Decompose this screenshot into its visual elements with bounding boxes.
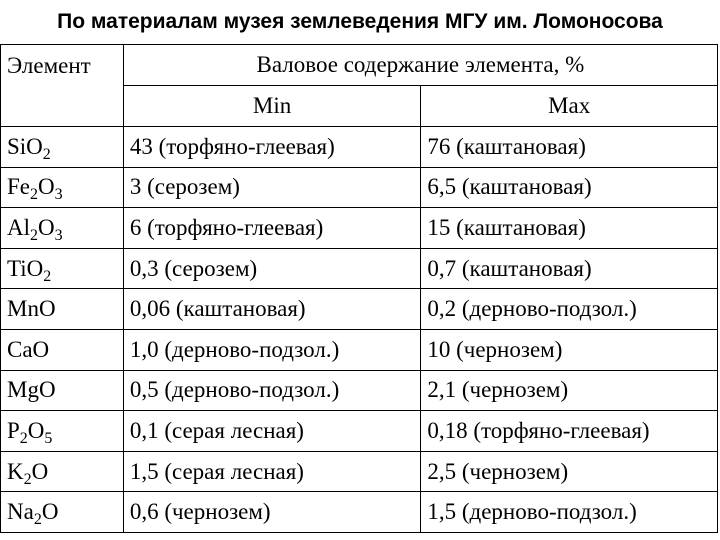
formula-subscript: 2 [30, 186, 38, 204]
element-formula [1, 492, 124, 533]
min-value: 6 (торфяно-глеевая) [123, 208, 421, 249]
formula-part: P [7, 417, 20, 443]
table-row [1, 411, 718, 452]
formula-part: O [41, 499, 59, 525]
max-value: 0,18 (торфяно-глеевая) [421, 411, 718, 452]
element-formula [1, 167, 124, 208]
formula-part: Na [7, 499, 34, 525]
formula-subscript: 3 [54, 226, 63, 244]
formula-subscript: 3 [54, 186, 63, 204]
formula-subscript: 2 [42, 145, 51, 163]
min-value: 43 (торфяно-глеевая) [123, 127, 421, 168]
table-row [1, 248, 718, 289]
table-row [1, 451, 718, 492]
formula-part: MnO [7, 296, 56, 322]
table-row [1, 370, 718, 411]
formula-part: SiO [7, 133, 43, 159]
element-content-table [0, 44, 718, 533]
table-row [1, 208, 718, 249]
formula-subscript: 2 [30, 226, 38, 244]
header-total-content: Валовое содержание элемента, % [123, 45, 717, 86]
max-value: 2,1 (чернозем) [421, 370, 718, 411]
formula-subscript: 5 [44, 429, 53, 447]
max-value: 0,2 (дерново-подзол.) [421, 289, 718, 330]
min-value: 1,5 (серая лесная) [123, 451, 421, 492]
max-value: 0,7 (каштановая) [421, 248, 718, 289]
min-value: 0,1 (серая лесная) [123, 411, 421, 452]
formula-subscript: 2 [23, 470, 32, 488]
header-max: Max [421, 86, 718, 127]
formula-part: O [31, 458, 49, 484]
element-formula [1, 451, 124, 492]
formula-subscript: 2 [33, 511, 42, 529]
max-value: 1,5 (дерново-подзол.) [421, 492, 718, 533]
max-value: 10 (чернозем) [421, 329, 718, 370]
max-value: 2,5 (чернозем) [421, 451, 718, 492]
element-formula [1, 208, 124, 249]
min-value: 3 (серозем) [123, 167, 421, 208]
element-formula [1, 329, 124, 370]
table-header-row [1, 45, 718, 86]
formula-part: TiO [7, 255, 44, 281]
formula-subscript: 2 [19, 429, 28, 447]
table-row [1, 289, 718, 330]
formula-subscript: 2 [43, 267, 52, 285]
header-min: Min [123, 86, 421, 127]
max-value: 15 (каштановая) [421, 208, 718, 249]
element-formula [1, 127, 124, 168]
table-row [1, 329, 718, 370]
table-row [1, 167, 718, 208]
max-value: 6,5 (каштановая) [421, 167, 718, 208]
element-formula [1, 411, 124, 452]
formula-part: K [7, 458, 24, 484]
formula-part: O [38, 174, 55, 200]
page-title: По материалам музея землеведения МГУ им. Ломоносова [57, 10, 663, 33]
formula-part: CaO [7, 336, 50, 362]
header-element: Элемент [1, 45, 124, 127]
min-value: 0,6 (чернозем) [123, 492, 421, 533]
formula-part: O [27, 417, 45, 443]
max-value: 76 (каштановая) [421, 127, 718, 168]
table-row [1, 492, 718, 533]
formula-part: O [38, 214, 55, 240]
formula-part: Fe [7, 174, 30, 200]
element-formula [1, 370, 124, 411]
min-value: 0,3 (серозем) [123, 248, 421, 289]
element-formula [1, 289, 124, 330]
element-formula [1, 248, 124, 289]
min-value: 0,06 (каштановая) [123, 289, 421, 330]
formula-part: Al [7, 214, 30, 240]
min-value: 1,0 (дерново-подзол.) [123, 329, 421, 370]
formula-part: MgO [7, 377, 56, 403]
table-row [1, 127, 718, 168]
min-value: 0,5 (дерново-подзол.) [123, 370, 421, 411]
